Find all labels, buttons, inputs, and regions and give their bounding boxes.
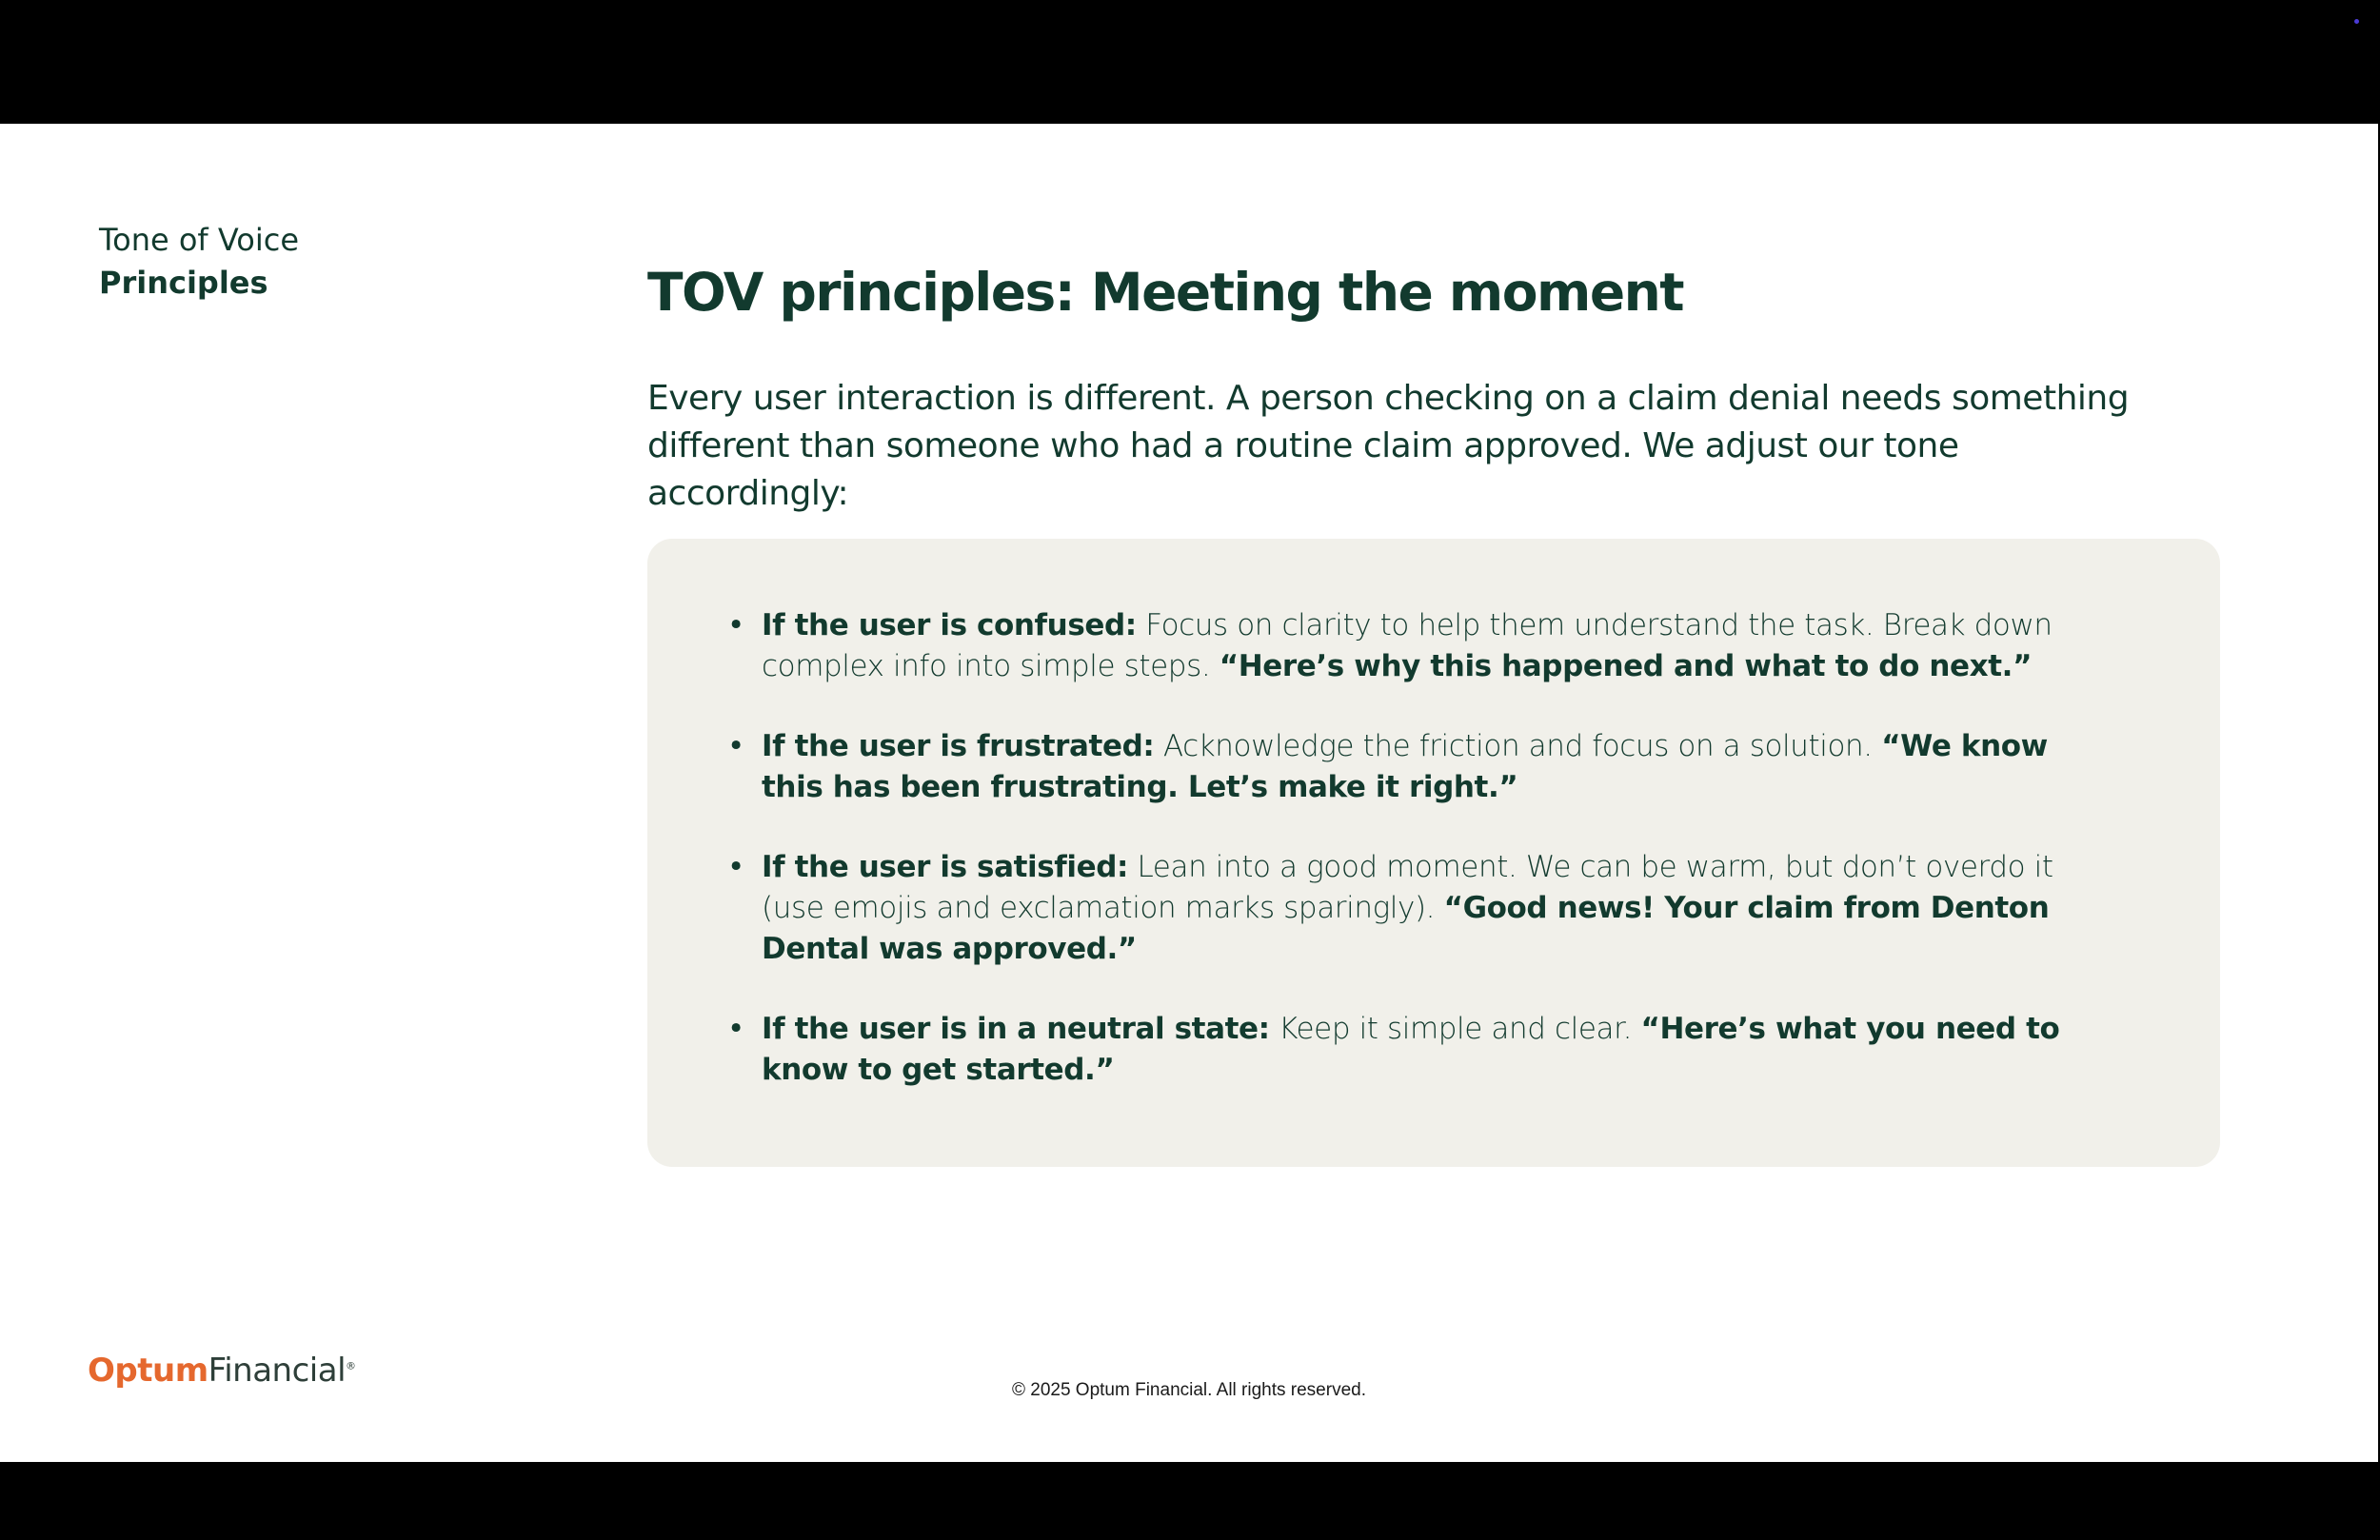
breadcrumb-section: Tone of Voice: [99, 222, 299, 258]
intro-paragraph: Every user interaction is different. A person checking on a claim denial needs something different than someone who had a routine claim approved. We adjust our tone accordingly:: [647, 379, 2130, 513]
principle-description: Acknowledge the friction and focus on a solution.: [1162, 729, 1873, 763]
corner-dot: [2354, 19, 2359, 24]
principle-description: Focus on clarity to help them understand the task. Break down complex info into simple steps.: [762, 608, 2053, 683]
principle-item-frustrated: [735, 726, 2087, 808]
copyright-text: © 2025 Optum Financial. All rights reserved.: [1011, 1380, 1366, 1400]
principles-list: [735, 605, 2087, 1130]
principle-lead: If the user is in a neutral state:: [762, 1012, 1270, 1046]
principle-example: “We know this has been frustrating. Let’s make it right.”: [762, 729, 2048, 804]
principle-lead: If the user is confused:: [762, 608, 1137, 642]
principle-example: “Here’s why this happened and what to do next.”: [1219, 649, 2033, 683]
principle-example: “Good news! Your claim from Denton Dental was approved.”: [762, 891, 2050, 966]
breadcrumb: [99, 219, 299, 305]
principle-item-neutral: [735, 1009, 2087, 1091]
principle-description: Keep it simple and clear.: [1279, 1012, 1633, 1046]
logo-product: Financial: [208, 1352, 347, 1390]
principle-lead: If the user is frustrated:: [762, 729, 1155, 763]
principle-description: Lean into a good moment. We can be warm, but don’t overdo it (use emojis and exclamation marks sparingly).: [762, 850, 2053, 925]
page-title: TOV principles: Meeting the moment: [647, 262, 1684, 323]
principle-item-satisfied: [735, 847, 2087, 970]
slide: [0, 124, 2378, 1462]
principle-item-confused: [735, 605, 2087, 687]
breadcrumb-current: Principles: [99, 265, 268, 301]
principle-example: “Here’s what you need to know to get started.”: [762, 1012, 2060, 1087]
logo-registered-mark: ®: [346, 1359, 356, 1372]
logo-brand: Optum: [88, 1352, 208, 1390]
principle-lead: If the user is satisfied:: [762, 850, 1129, 884]
principles-card: [647, 539, 2220, 1167]
